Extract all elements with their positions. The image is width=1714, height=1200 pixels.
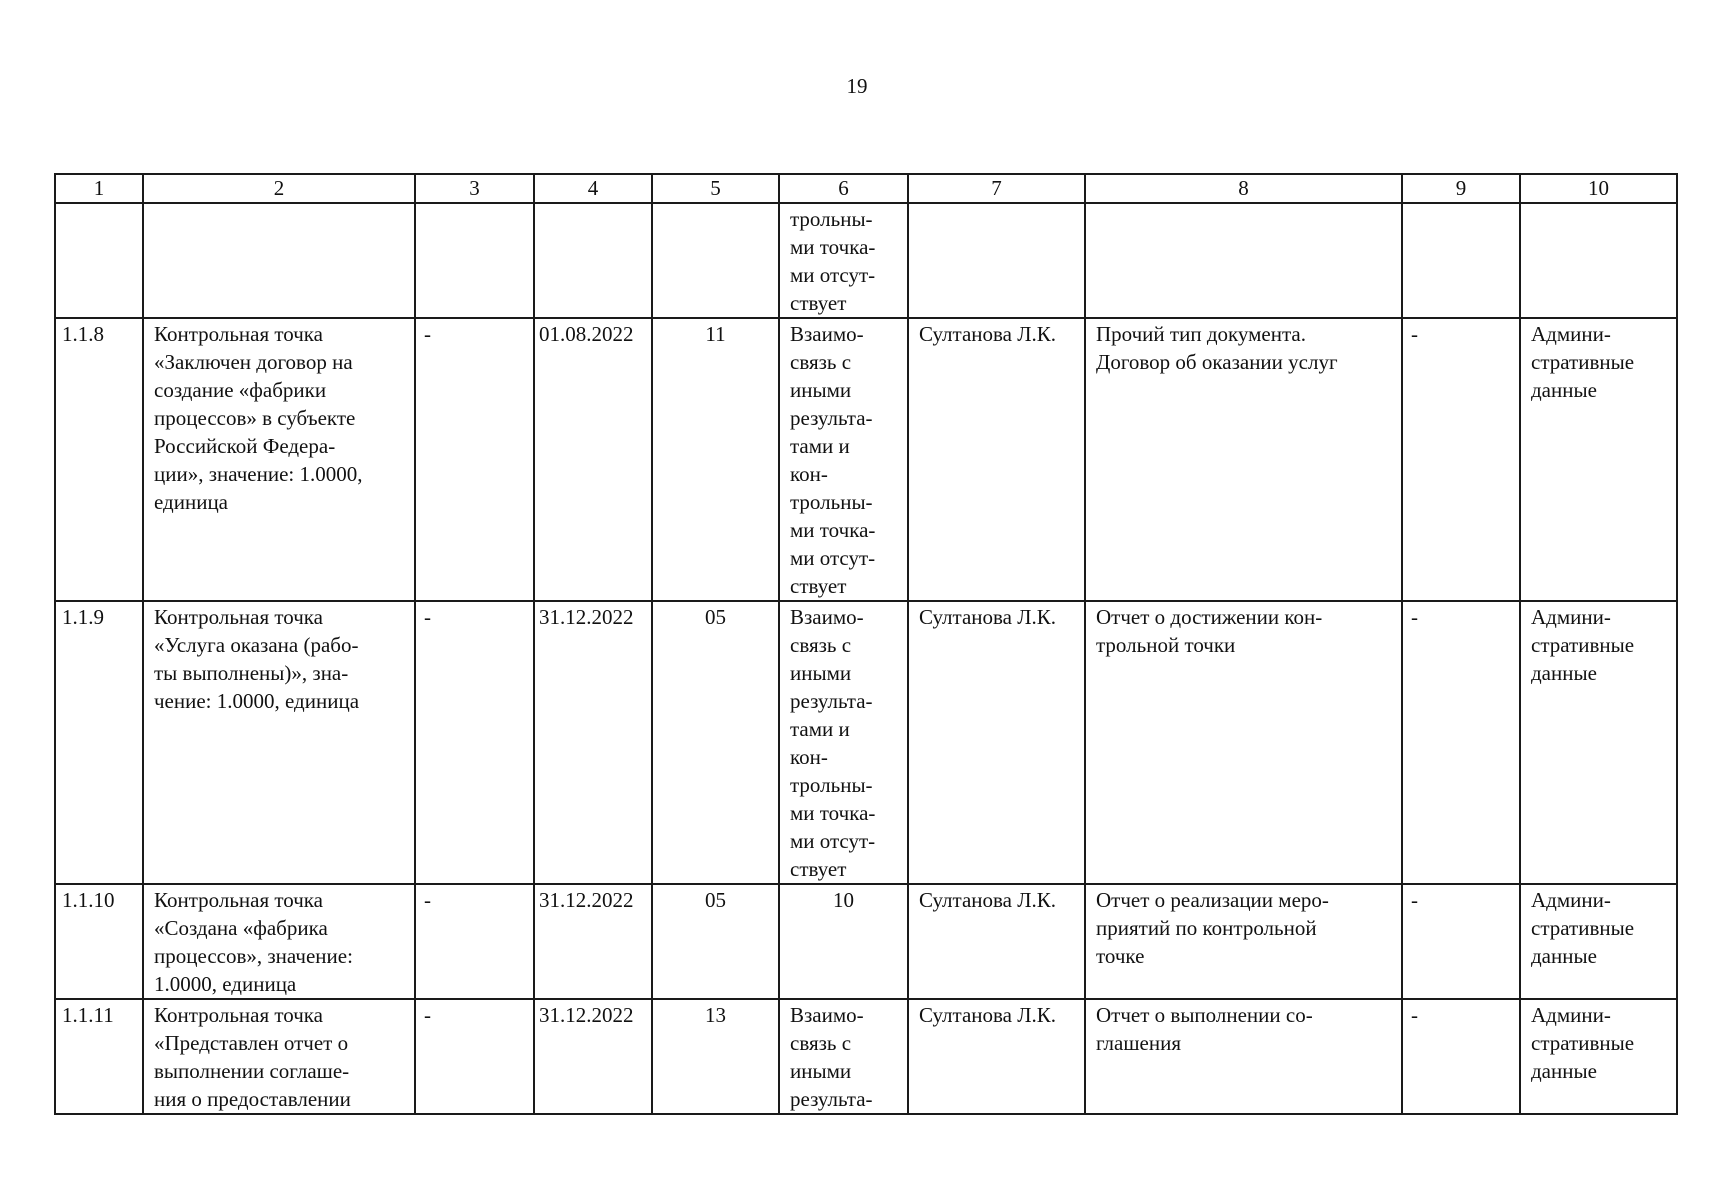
column-header: 10: [1520, 174, 1677, 203]
table-cell: 11: [652, 318, 779, 601]
table-cell: 1.1.10: [55, 884, 143, 999]
column-header: 4: [534, 174, 652, 203]
table-cell: [143, 203, 415, 318]
table-cell: 1.1.9: [55, 601, 143, 884]
table-cell: 1.1.11: [55, 999, 143, 1114]
table-cell: 1.1.8: [55, 318, 143, 601]
table-cell: -: [1402, 601, 1520, 884]
table-cell: 01.08.2022: [534, 318, 652, 601]
table-cell: Контрольная точка «Заключен договор на создание «фабрики процессов» в субъекте Российской Федера- ции», значение: 1.0000, единица: [143, 318, 415, 601]
table-cell: -: [415, 999, 534, 1114]
table-cell: Контрольная точка «Создана «фабрика процессов», значение: 1.0000, единица: [143, 884, 415, 999]
table-cell: [534, 203, 652, 318]
column-header: 5: [652, 174, 779, 203]
page-number: 19: [846, 74, 868, 98]
table-cell: Контрольная точка «Услуга оказана (рабо- ты выполнены)», зна- чение: 1.0000, единица: [143, 601, 415, 884]
table-cell: Взаимо- связь с иными результа-: [779, 999, 908, 1114]
table-cell: 31.12.2022: [534, 884, 652, 999]
table-cell: Админи- стративные данные: [1520, 884, 1677, 999]
table-row: [55, 203, 1677, 318]
table-cell: Админи- стративные данные: [1520, 999, 1677, 1114]
table-cell: -: [415, 318, 534, 601]
table-cell: -: [1402, 884, 1520, 999]
column-header: 7: [908, 174, 1085, 203]
table-row: [55, 999, 1677, 1114]
table-cell: [652, 203, 779, 318]
table-row: [55, 601, 1677, 884]
table-row: [55, 884, 1677, 999]
table-cell: Отчет о реализации меро- приятий по контрольной точке: [1085, 884, 1402, 999]
table-cell: 05: [652, 884, 779, 999]
table-cell: -: [415, 884, 534, 999]
column-header: 9: [1402, 174, 1520, 203]
table-cell: [55, 203, 143, 318]
table-cell: [1402, 203, 1520, 318]
column-header: 3: [415, 174, 534, 203]
data-table: [54, 173, 1678, 1115]
table-cell: 10: [779, 884, 908, 999]
table-cell: [1085, 203, 1402, 318]
table-cell: [1520, 203, 1677, 318]
table-cell: 05: [652, 601, 779, 884]
table-cell: 31.12.2022: [534, 601, 652, 884]
table-cell: Админи- стративные данные: [1520, 601, 1677, 884]
table-cell: Отчет о выполнении со- глашения: [1085, 999, 1402, 1114]
column-header: 8: [1085, 174, 1402, 203]
column-header: 1: [55, 174, 143, 203]
column-header: 6: [779, 174, 908, 203]
table-cell: Султанова Л.К.: [908, 318, 1085, 601]
table-cell: Взаимо- связь с иными результа- тами и кон- трольны- ми точка- ми отсут- ствует: [779, 601, 908, 884]
table-cell: Султанова Л.К.: [908, 999, 1085, 1114]
table-cell: трольны- ми точка- ми отсут- ствует: [779, 203, 908, 318]
table-cell: 13: [652, 999, 779, 1114]
table-cell: [415, 203, 534, 318]
table-cell: -: [1402, 318, 1520, 601]
table-cell: Админи- стративные данные: [1520, 318, 1677, 601]
header-row: [55, 174, 1677, 203]
table-cell: Отчет о достижении кон- трольной точки: [1085, 601, 1402, 884]
table-row: [55, 318, 1677, 601]
table-cell: Султанова Л.К.: [908, 601, 1085, 884]
table-cell: Прочий тип документа. Договор об оказании услуг: [1085, 318, 1402, 601]
table-cell: Султанова Л.К.: [908, 884, 1085, 999]
table-cell: Контрольная точка «Представлен отчет о выполнении соглаше- ния о предоставлении: [143, 999, 415, 1114]
table-cell: -: [1402, 999, 1520, 1114]
column-header: 2: [143, 174, 415, 203]
table-cell: Взаимо- связь с иными результа- тами и кон- трольны- ми точка- ми отсут- ствует: [779, 318, 908, 601]
table-cell: [908, 203, 1085, 318]
table-cell: -: [415, 601, 534, 884]
table-cell: 31.12.2022: [534, 999, 652, 1114]
